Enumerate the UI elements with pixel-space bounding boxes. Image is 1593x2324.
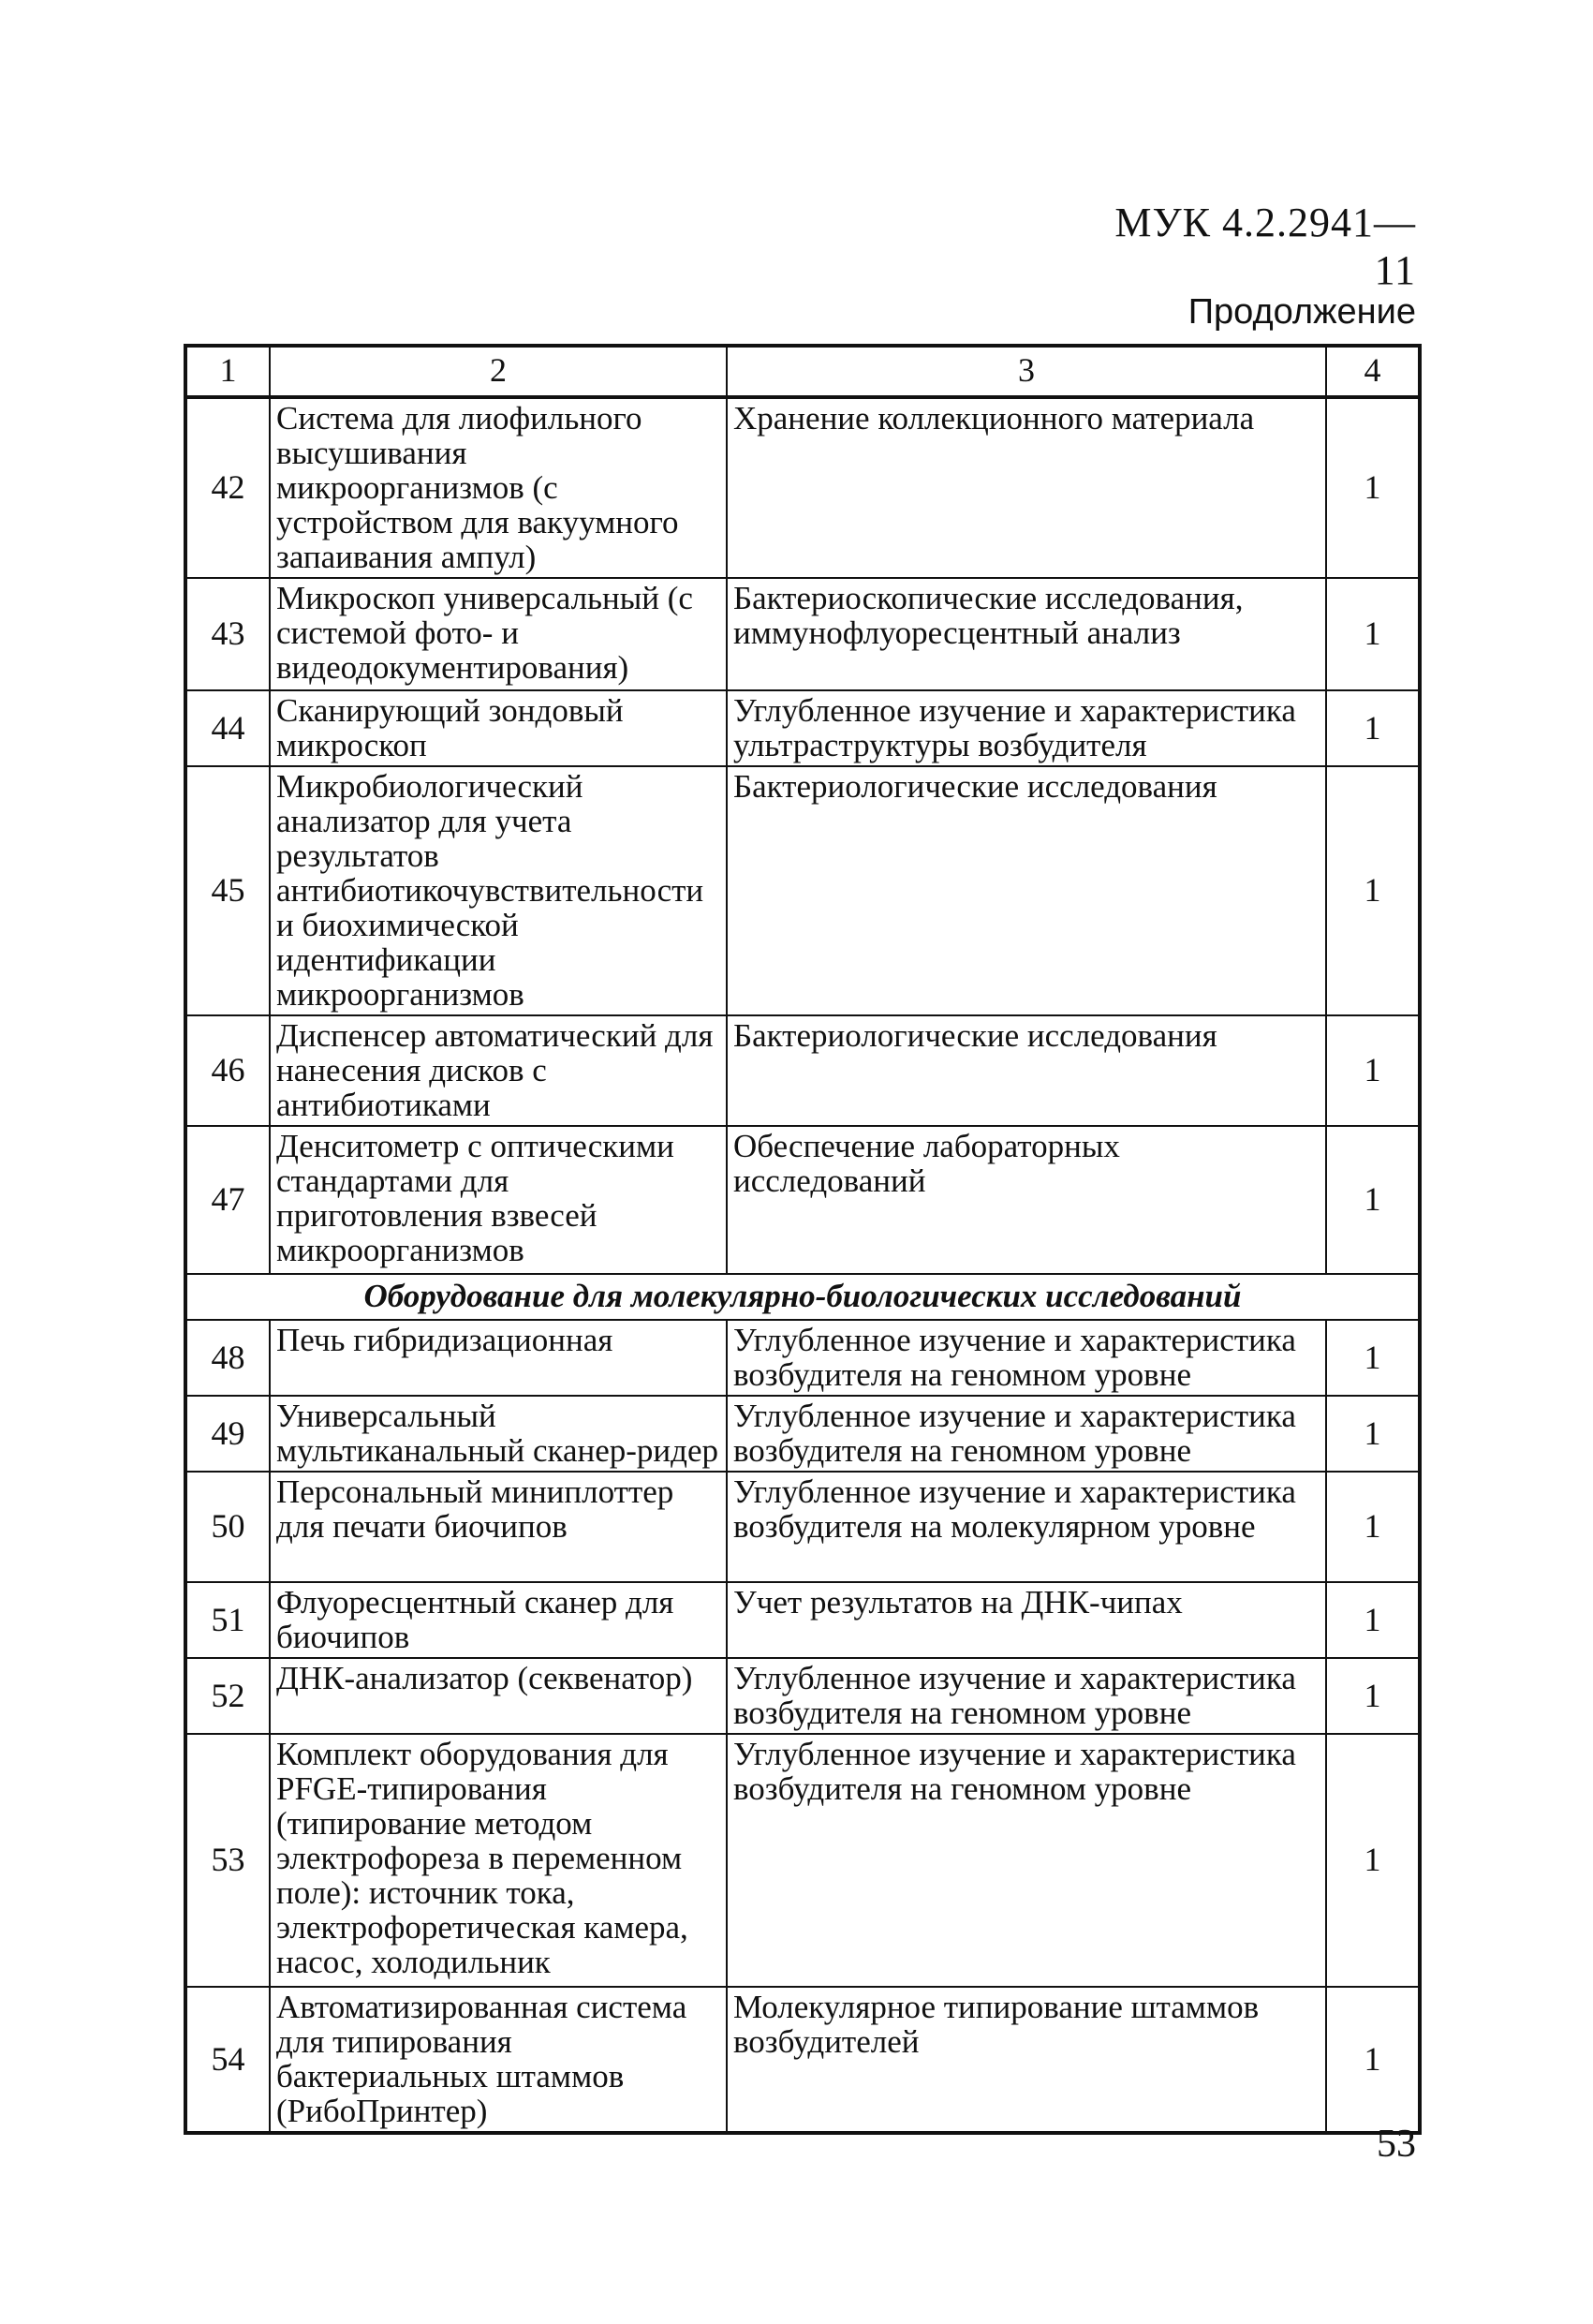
row-number: 43 [185,578,270,690]
table-row [185,690,1420,766]
equipment-name: Денситометр с оптическими стандартами для приготовления взвесей микроорганизмов [270,1126,727,1274]
document-code: МУК 4.2.2941—11 [1114,200,1416,293]
equipment-name: Комплект оборудования для PFGE-типирования (типирование методом электрофореза в переменном поле): источник тока, электрофоретическая камера, насос, холодильник [270,1734,727,1987]
equipment-name: Микробиологический анализатор для учета результатов антибиотикочувствительности и биохимической идентификации микроорганизмов [270,766,727,1015]
row-number: 50 [185,1472,270,1582]
table-row [185,1015,1420,1126]
table-row [185,1396,1420,1472]
section-title: Оборудование для молекулярно-биологических исследований [185,1274,1420,1320]
equipment-name: Система для лиофильного высушивания микроорганизмов (с устройством для вакуумного запаивания ампул) [270,397,727,578]
equipment-name: Флуоресцентный сканер для биочипов [270,1582,727,1658]
column-header: 3 [727,346,1326,397]
table-row [185,1320,1420,1396]
equipment-purpose: Углубленное изучение и характеристика возбудителя на геномном уровне [727,1320,1326,1396]
column-header: 2 [270,346,727,397]
table-row [185,1658,1420,1734]
equipment-name: Персональный миниплоттер для печати биочипов [270,1472,727,1582]
equipment-quantity: 1 [1326,1658,1420,1734]
equipment-quantity: 1 [1326,397,1420,578]
section-row [185,1274,1420,1320]
equipment-name: Микроскоп универсальный (с системой фото- и видеодокументирования) [270,578,727,690]
row-number: 52 [185,1658,270,1734]
equipment-purpose: Учет результатов на ДНК-чипах [727,1582,1326,1658]
column-header: 4 [1326,346,1420,397]
equipment-table [184,344,1422,2135]
equipment-purpose: Хранение коллекционного материала [727,397,1326,578]
row-number: 49 [185,1396,270,1472]
equipment-name: Универсальный мультиканальный сканер-ридер [270,1396,727,1472]
table-row [185,1126,1420,1274]
row-number: 46 [185,1015,270,1126]
row-number: 45 [185,766,270,1015]
equipment-quantity: 1 [1326,1396,1420,1472]
column-header: 1 [185,346,270,397]
row-number: 42 [185,397,270,578]
equipment-purpose: Углубленное изучение и характеристика возбудителя на геномном уровне [727,1396,1326,1472]
equipment-quantity: 1 [1326,690,1420,766]
equipment-quantity: 1 [1326,1582,1420,1658]
equipment-purpose: Углубленное изучение и характеристика возбудителя на геномном уровне [727,1734,1326,1987]
equipment-name: ДНК-анализатор (секвенатор) [270,1658,727,1734]
row-number: 51 [185,1582,270,1658]
equipment-quantity: 1 [1326,1734,1420,1987]
table-row [185,766,1420,1015]
equipment-quantity: 1 [1326,1472,1420,1582]
row-number: 48 [185,1320,270,1396]
equipment-quantity: 1 [1326,1987,1420,2133]
equipment-purpose: Бактериоскопические исследования, иммунофлуоресцентный анализ [727,578,1326,690]
equipment-name: Печь гибридизационная [270,1320,727,1396]
table-row [185,1987,1420,2133]
equipment-purpose: Углубленное изучение и характеристика возбудителя на геномном уровне [727,1658,1326,1734]
equipment-purpose: Бактериологические исследования [727,766,1326,1015]
table-row [185,1472,1420,1582]
equipment-purpose: Бактериологические исследования [727,1015,1326,1126]
equipment-purpose: Углубленное изучение и характеристика ультраструктуры возбудителя [727,690,1326,766]
table-row [185,1582,1420,1658]
equipment-quantity: 1 [1326,766,1420,1015]
continuation-label: Продолжение [1187,292,1416,332]
row-number: 54 [185,1987,270,2133]
equipment-purpose: Обеспечение лабораторных исследований [727,1126,1326,1274]
table-header-row [185,346,1420,397]
equipment-name: Автоматизированная система для типирования бактериальных штаммов (РибоПринтер) [270,1987,727,2133]
equipment-purpose: Углубленное изучение и характеристика возбудителя на молекулярном уровне [727,1472,1326,1582]
equipment-quantity: 1 [1326,1126,1420,1274]
equipment-quantity: 1 [1326,578,1420,690]
row-number: 44 [185,690,270,766]
table-row [185,1734,1420,1987]
equipment-quantity: 1 [1326,1015,1420,1126]
page-number: 53 [1377,2123,1416,2166]
equipment-quantity: 1 [1326,1320,1420,1396]
equipment-purpose: Молекулярное типирование штаммов возбудителей [727,1987,1326,2133]
table-row [185,578,1420,690]
equipment-name: Сканирующий зондовый микроскоп [270,690,727,766]
row-number: 53 [185,1734,270,1987]
table-row [185,397,1420,578]
equipment-name: Диспенсер автоматический для нанесения дисков с антибиотиками [270,1015,727,1126]
row-number: 47 [185,1126,270,1274]
